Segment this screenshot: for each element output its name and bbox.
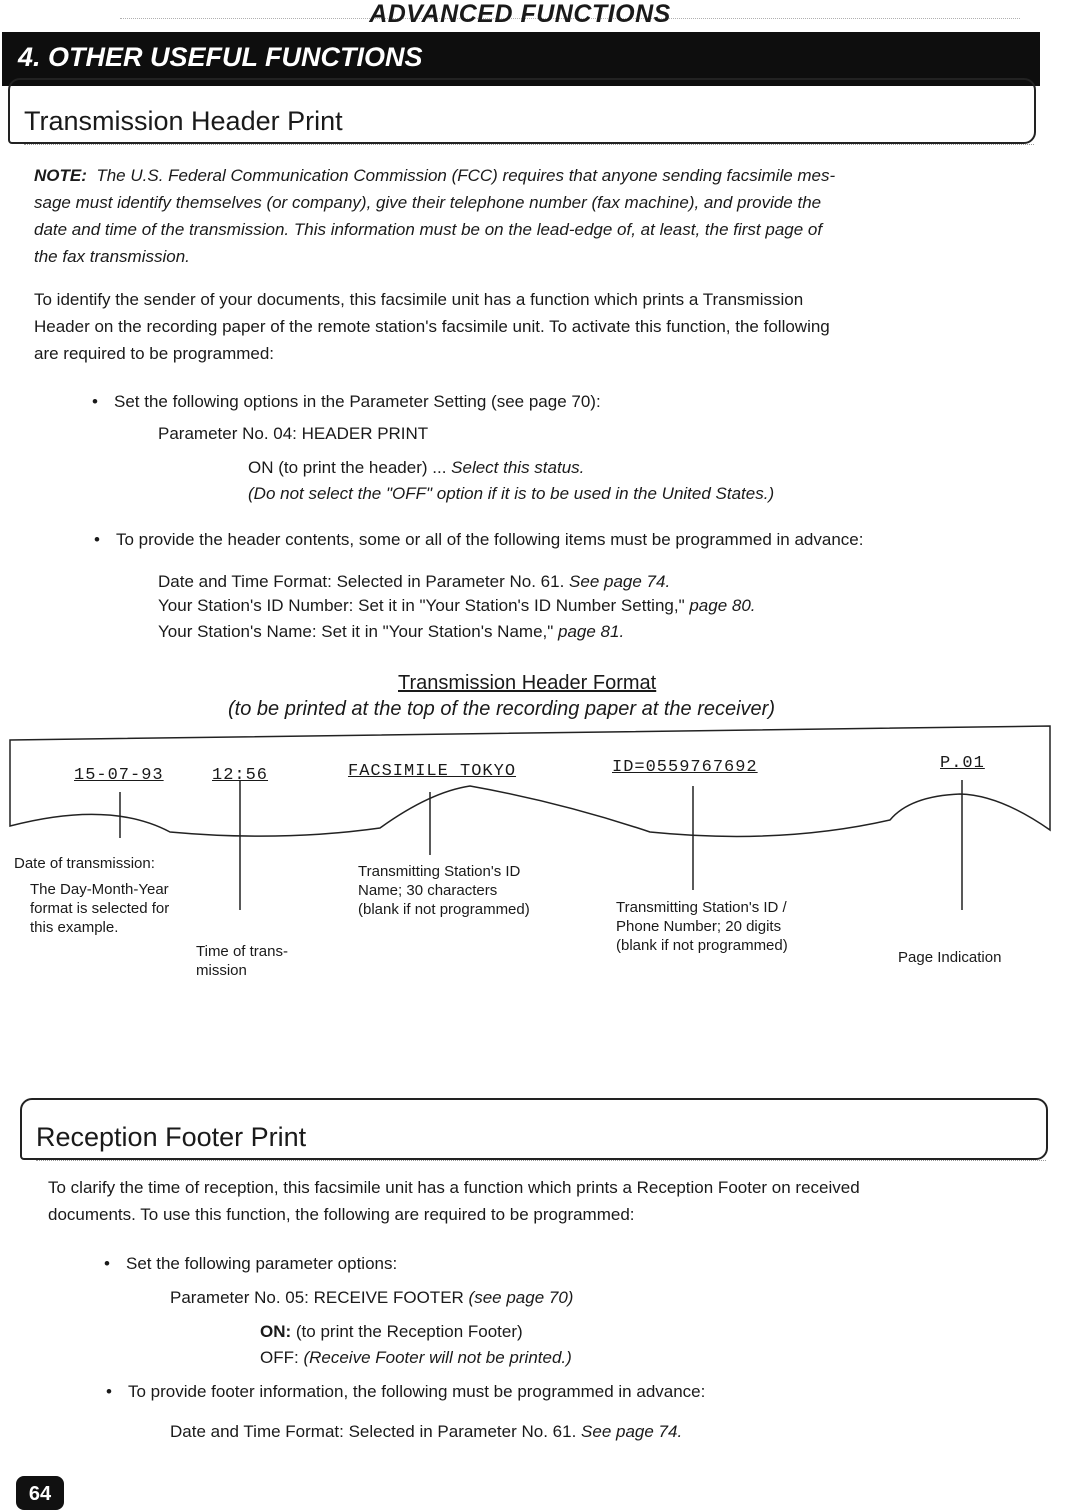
format-subtitle: (to be printed at the top of the recording paper at the receiver) (228, 698, 775, 720)
param-04-line: Parameter No. 04: HEADER PRINT (158, 424, 429, 443)
format-title: Transmission Header Format (398, 672, 657, 694)
item-text: Date and Time Format: Selected in Parameter No. 61. (170, 1422, 582, 1441)
on-italic: Select this status. (451, 458, 585, 477)
param-ref: (see page 70) (468, 1288, 574, 1307)
transmission-section-title: Transmission Header Print (24, 106, 343, 136)
field-date: 15-07-93 (74, 766, 164, 785)
note-line: date and time of the transmission. This information must be on the lead-edge of, at least, the first page of (34, 220, 823, 239)
transmission-intro (34, 286, 1048, 367)
bullet-parameter-setting: • Set the following options in the Parameter Setting (see page 70): (114, 388, 601, 415)
label-line: Name; 30 characters (358, 882, 498, 899)
intro-line: To identify the sender of your documents, this facsimile unit has a function which prints a Transmission (34, 290, 804, 309)
label-date-title: Date of transmission: (14, 855, 155, 872)
reception-intro (48, 1174, 1068, 1228)
item-ref: See page 74. (581, 1422, 683, 1441)
field-station-name: FACSIMILE TOKYO (348, 762, 517, 781)
intro-line: To clarify the time of reception, this facsimile unit has a function which prints a Reception Footer on received (48, 1178, 860, 1197)
bullet-parameter-options: • Set the following parameter options: (126, 1250, 397, 1277)
footer-off-option (260, 1344, 572, 1371)
paper-outline (10, 726, 1050, 836)
off-text: (Receive Footer will not be printed.) (303, 1348, 572, 1367)
intro-line: Header on the recording paper of the remote station's facsimile unit. To activate this function, the following (34, 317, 830, 336)
note-line: The U.S. Federal Communication Commission (FCC) requires that anyone sending facsimile mes- (96, 166, 836, 185)
field-page: P.01 (940, 754, 985, 773)
label-page-indication: Page Indication (898, 949, 1002, 966)
label-line: Transmitting Station's ID / (616, 899, 787, 916)
param-05-line (170, 1284, 573, 1311)
bullet-footer-info: • To provide footer information, the following must be programmed in advance: (128, 1378, 705, 1405)
footer-on-option (260, 1318, 523, 1345)
field-station-id: ID=0559767692 (612, 758, 758, 777)
label-line: Time of trans- (196, 943, 288, 960)
running-title: ADVANCED FUNCTIONS (369, 0, 671, 28)
label-line: (blank if not programmed) (358, 901, 530, 918)
section-dotted-rule (24, 144, 1034, 145)
chapter-title: 4. OTHER USEFUL FUNCTIONS (18, 42, 423, 72)
label-line: Phone Number; 20 digits (616, 918, 782, 935)
label-time (196, 942, 288, 980)
item-text: Your Station's Name: Set it in "Your Station's Name," (158, 622, 559, 641)
note-line: sage must identify themselves (or company), give their telephone number (fax machine), and provide the (34, 193, 822, 212)
label-line: (blank if not programmed) (616, 937, 788, 954)
item-text: Your Station's ID Number: Set it in "Your Station's ID Number Setting," (158, 596, 690, 615)
note-line: the fax transmission. (34, 247, 190, 266)
reception-section-title: Reception Footer Print (36, 1122, 307, 1152)
section-dotted-rule (36, 1160, 1046, 1161)
on-text: (to print the Reception Footer) (291, 1322, 523, 1341)
item-text: Date and Time Format: Selected in Parameter No. 61. (158, 572, 570, 591)
label-line: format is selected for (30, 900, 170, 917)
fcc-note (34, 162, 1044, 270)
label-line: this example. (30, 919, 119, 936)
param-text: Parameter No. 05: RECEIVE FOOTER (170, 1288, 469, 1307)
item-station-name (158, 618, 624, 645)
on-label: ON: (260, 1322, 292, 1341)
page-number-badge: 64 (16, 1476, 64, 1510)
item-date-time-format (158, 568, 670, 595)
off-label: OFF: (260, 1348, 304, 1367)
item-ref: See page 74. (569, 572, 671, 591)
label-line: The Day-Month-Year (30, 881, 169, 898)
header-on-option (248, 454, 584, 481)
on-text: ON (to print the header) ... (248, 458, 452, 477)
item-ref: page 80. (689, 596, 756, 615)
off-warning: (Do not select the "OFF" option if it is to be used in the United States.) (248, 484, 775, 503)
label-station-name (358, 862, 530, 919)
reception-item-date-time (170, 1418, 682, 1445)
label-line: mission (196, 962, 247, 979)
note-label: NOTE: (34, 166, 87, 185)
bullet-header-contents: • To provide the header contents, some or all of the following items must be programmed in advance: (116, 526, 863, 553)
field-time: 12:56 (212, 766, 269, 785)
label-date-desc (30, 880, 169, 937)
intro-line: documents. To use this function, the following are required to be programmed: (48, 1205, 635, 1224)
intro-line: are required to be programmed: (34, 344, 275, 363)
item-ref: page 81. (558, 622, 625, 641)
label-line: Transmitting Station's ID (358, 863, 521, 880)
item-station-id-number (158, 592, 756, 619)
label-station-id (616, 898, 788, 955)
